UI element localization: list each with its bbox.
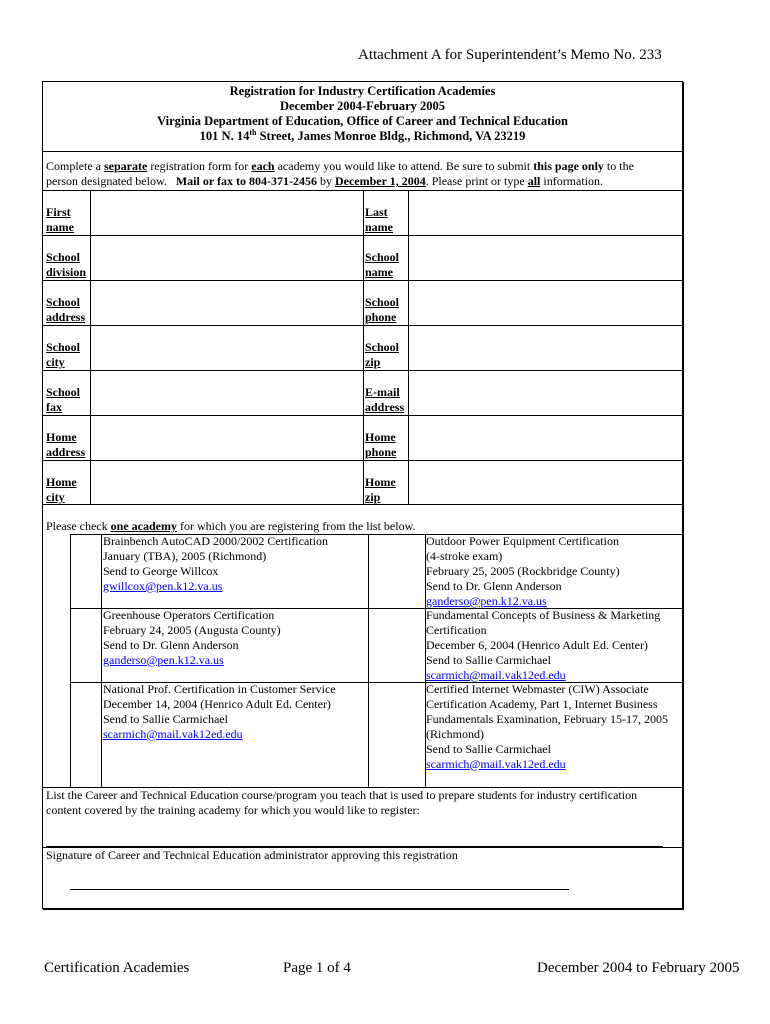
academy-checkbox-business-marketing[interactable] [369,609,424,681]
email-link[interactable]: scarmich@mail.vak12ed.edu [103,726,243,741]
academy-checkbox-outdoor-power[interactable] [369,535,424,607]
home-phone-label: Home phone [365,430,397,459]
last-name-label: Last name [365,205,393,234]
instructions-line-1: Complete a separate registration form for each academy you would like to attend. Be sure to submit this page only to the [46,159,634,173]
academy-checkbox-ciw[interactable] [369,683,424,786]
instructions-line-2: person designated below. Mail or fax to 804-371-2456 by December 1, 2004. Please print or type all information. [46,174,604,188]
school-fax-label: School fax [46,385,81,414]
email-link[interactable]: gwillcox@pen.k12.va.us [103,578,223,593]
email-address-input[interactable] [409,371,682,414]
signature-line[interactable] [70,889,569,890]
school-address-label: School address [46,295,86,324]
home-city-label: Home city [46,475,77,504]
school-name-label: School name [365,250,400,279]
form-address [43,129,682,144]
school-city-input[interactable] [91,326,362,369]
school-fax-input[interactable] [91,371,362,414]
school-phone-input[interactable] [409,281,682,324]
school-address-input[interactable] [91,281,362,324]
academy-checkbox-autocad[interactable] [71,535,100,607]
email-link[interactable]: scarmich@mail.vak12ed.edu [426,667,566,682]
signature-label: Signature of Career and Technical Education administrator approving this registration [46,848,458,862]
home-zip-label: Home zip [365,475,396,504]
home-address-input[interactable] [91,416,362,459]
address-street: Street, James Monroe Bldg., Richmond, VA 23219 [256,129,526,143]
school-division-label: School division [46,250,87,279]
academy-checkbox-greenhouse[interactable] [71,609,100,681]
email-link[interactable]: ganderso@pen.k12.va.us [103,652,224,667]
first-name-input[interactable] [91,191,362,234]
academy-business-marketing: Fundamental Concepts of Business & Marketing Certification December 6, 2004 (Henrico Adult Ed. Center) Send to Sallie Carmichael scarmich@mail.vak12ed.edu [426,608,661,682]
school-city-label: School city [46,340,81,369]
academy-ciw: Certified Internet Webmaster (CIW) Associate Certification Academy, Part 1, Internet Business Fundamentals Examination, February 15-17, 2005 (Richmond) Send to Sallie Carmichael scarmich@mail.vak12ed.edu [426,682,668,771]
academy-customer-service: National Prof. Certification in Customer Service December 14, 2004 (Henrico Adult Ed. Center) Send to Sallie Carmichael scarmich@mail.vak12ed.edu [103,682,336,741]
check-prompt: Please check one academy for which you are registering from the list below. [46,519,416,533]
form-dates: December 2004-February 2005 [279,99,445,113]
home-city-input[interactable] [91,461,362,503]
address-number: 101 N. 14 [199,129,250,143]
course-prompt-line-1: List the Career and Technical Education course/program you teach that is used to prepare students for industry certification [46,788,638,802]
attachment-title: Attachment A for Superintendent’s Memo No. 233 [358,47,662,63]
email-address-label: E-mail address [365,385,405,414]
form-department: Virginia Department of Education, Office of Career and Technical Education [157,114,568,128]
academy-outdoor-power: Outdoor Power Equipment Certification (4-stroke exam) February 25, 2005 (Rockbridge County) Send to Dr. Glenn Anderson ganderso@pen.k12.va.us [426,534,620,608]
form-title: Registration for Industry Certification Academies [229,84,496,98]
school-name-input[interactable] [409,236,682,279]
academy-greenhouse: Greenhouse Operators Certification February 24, 2005 (Augusta County) Send to Dr. Glenn Anderson ganderso@pen.k12.va.us [103,608,281,667]
course-prompt-line-2: content covered by the training academy for which you would like to register: [46,803,420,817]
footer-page: Page 1 of 4 [283,960,351,976]
home-zip-input[interactable] [409,461,682,503]
address-sup: th [249,127,257,137]
school-zip-input[interactable] [409,326,682,369]
school-phone-label: School phone [365,295,400,324]
school-zip-label: School zip [365,340,400,369]
home-phone-input[interactable] [409,416,682,459]
school-division-input[interactable] [91,236,362,279]
email-link[interactable]: ganderso@pen.k12.va.us [426,593,547,608]
last-name-input[interactable] [409,191,682,234]
academy-checkbox-customer-service[interactable] [71,683,100,786]
first-name-label: First name [46,205,74,234]
academy-autocad: Brainbench AutoCAD 2000/2002 Certification January (TBA), 2005 (Richmond) Send to George Willcox gwillcox@pen.k12.va.us [103,534,328,593]
footer-right: December 2004 to February 2005 [537,960,740,976]
registration-form [42,81,683,909]
footer-left: Certification Academies [44,960,190,976]
home-address-label: Home address [46,430,86,459]
email-link[interactable]: scarmich@mail.vak12ed.edu [426,756,566,771]
